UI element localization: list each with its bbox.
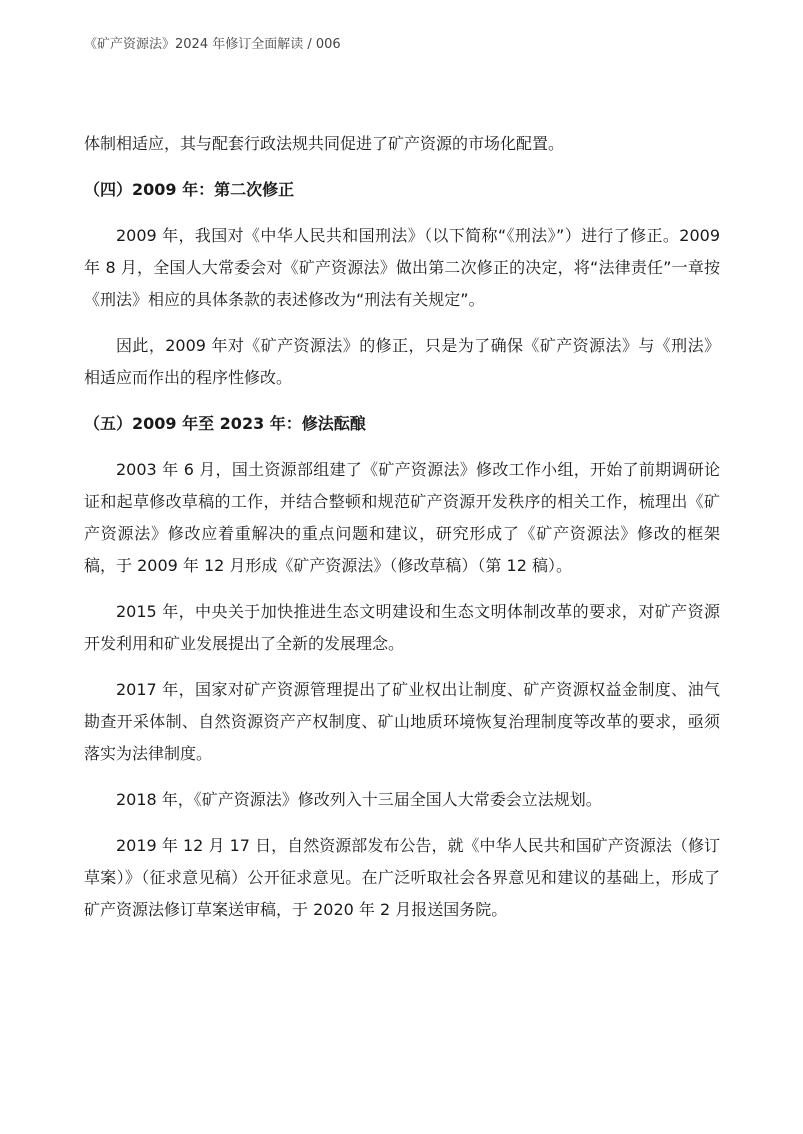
section-heading: （四）2009 年：第二次修正 [84, 180, 295, 199]
paragraph: 2009 年，我国对《中华人民共和国刑法》（以下简称“《刑法》”）进行了修正。2009 年 8 月，全国人大常委会对《矿产资源法》做出第二次修正的决定，将“法律责任”一章按《刑法》相应的具体条款的表述修改为“刑法有关规定”。 [84, 226, 720, 309]
paragraph: 因此，2009 年对《矿产资源法》的修正，只是为了确保《矿产资源法》与《刑法》相适应而作出的程序性修改。 [84, 336, 720, 387]
paragraph: 体制相适应，其与配套行政法规共同促进了矿产资源的市场化配置。 [84, 134, 565, 153]
section-heading: （五）2009 年至 2023 年：修法酝酿 [84, 414, 366, 433]
page-body [84, 128, 720, 926]
paragraph: 2019 年 12 月 17 日，自然资源部发布公告，就《中华人民共和国矿产资源法（修订草案）》（征求意见稿）公开征求意见。在广泛听取社会各界意见和建议的基础上，形成了矿产资源法修订草案送审稿，于 2020 年 2 月报送国务院。 [84, 836, 720, 919]
paragraph: 2015 年，中央关于加快推进生态文明建设和生态文明体制改革的要求，对矿产资源开发利用和矿业发展提出了全新的发展理念。 [84, 602, 720, 653]
paragraph: 2017 年，国家对矿产资源管理提出了矿业权出让制度、矿产资源权益金制度、油气勘查开采体制、自然资源资产产权制度、矿山地质环境恢复治理制度等改革的要求，亟须落实为法律制度。 [84, 680, 720, 763]
page-number: / 006 [303, 37, 341, 52]
paragraph: 2003 年 6 月，国土资源部组建了《矿产资源法》修改工作小组，开始了前期调研论证和起草修改草稿的工作，并结合整顿和规范矿产资源开发秩序的相关工作，梳理出《矿产资源法》修改应着重解决的重点问题和建议，研究形成了《矿产资源法》修改的框架稿，于 2009 年 12 月形成《矿产资源法》（修改草稿）（第 12 稿）。 [84, 460, 720, 575]
paragraph: 2018 年，《矿产资源法》修改列入十三届全国人大常委会立法规划。 [116, 790, 602, 809]
page-header [84, 33, 341, 52]
running-title: 《矿产资源法》2024 年修订全面解读 [84, 37, 304, 52]
